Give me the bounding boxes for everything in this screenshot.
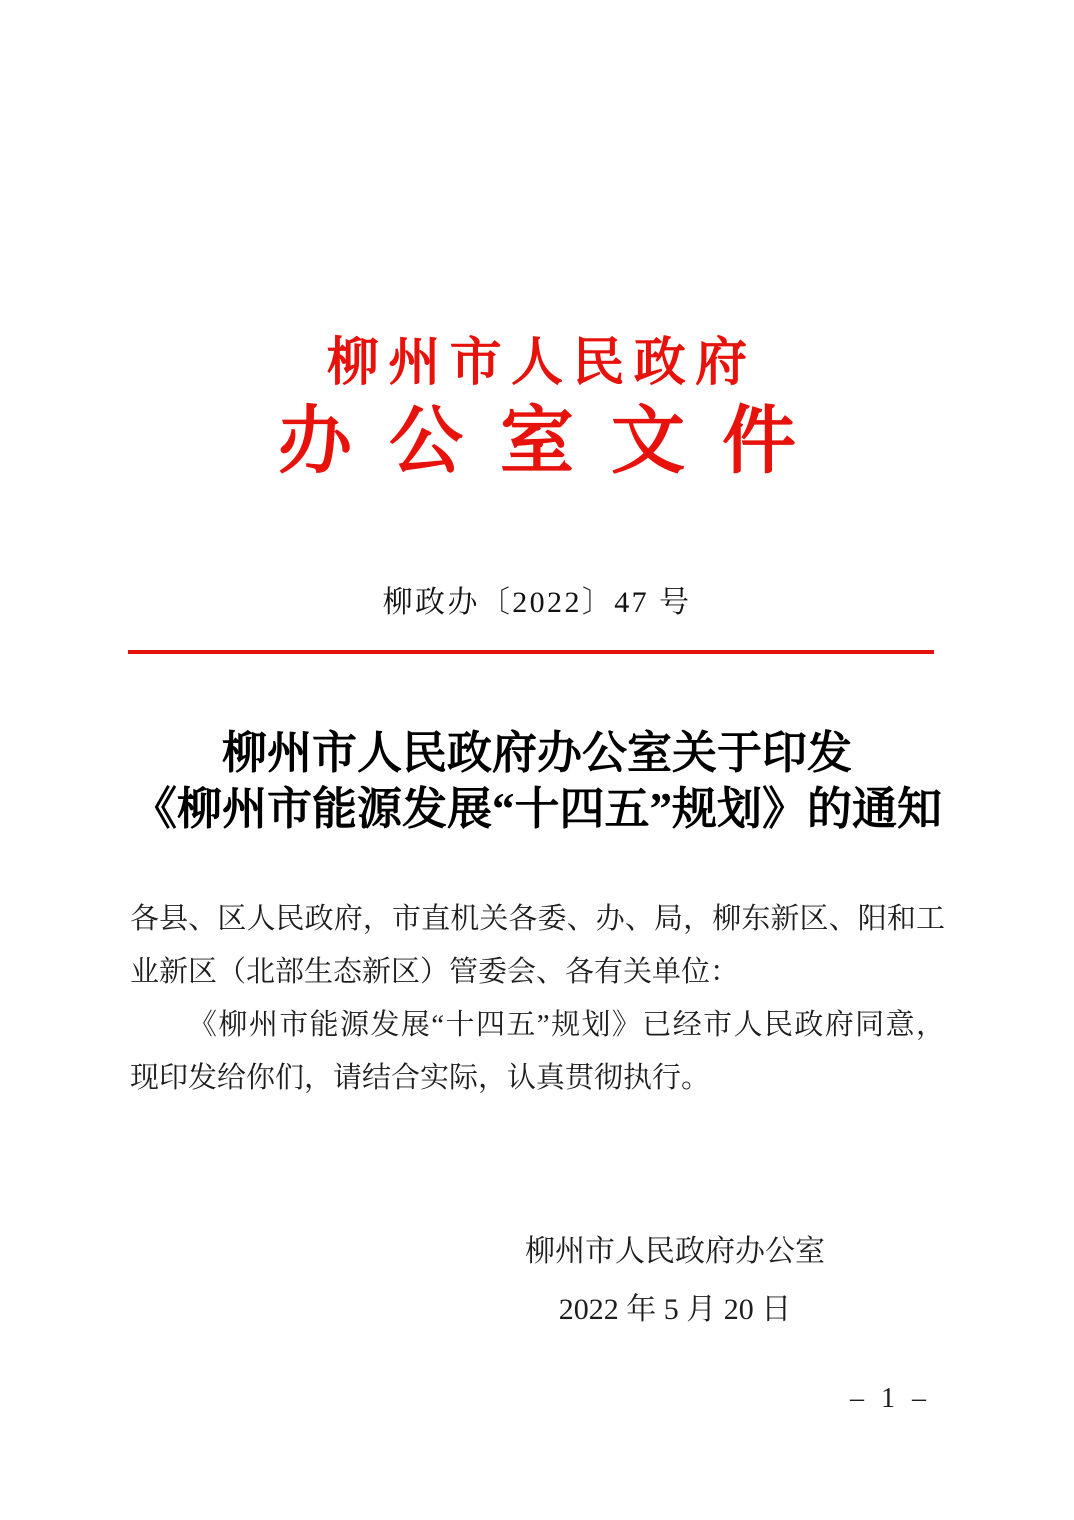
document-body xyxy=(130,893,945,1105)
recipients-line-2: 业新区（北部生态新区）管委会、各有关单位： xyxy=(130,956,740,988)
red-divider-line xyxy=(128,650,934,654)
signature-date: 2022 年 5 月 20 日 xyxy=(558,1293,792,1326)
signature-block xyxy=(375,1223,975,1339)
body-paragraph-line-1: 《柳州市能源发展“十四五”规划》已经市人民政府同意， xyxy=(188,1009,945,1041)
document-reference-number: 柳政办〔2022〕47 号 xyxy=(382,586,692,619)
signature-office-name: 柳州市人民政府办公室 xyxy=(525,1235,825,1268)
page-number: – 1 – xyxy=(850,1383,931,1414)
document-type-label: 办公室文件 xyxy=(278,401,833,483)
recipients-line-1: 各县、区人民政府，市直机关各委、办、局，柳东新区、阳和工 xyxy=(130,903,945,935)
body-paragraph-line-2: 现印发给你们，请结合实际，认真贯彻执行。 xyxy=(130,1062,711,1094)
document-title-line-2: 《柳州市能源发展“十四五”规划》的通知 xyxy=(131,784,942,834)
document-title xyxy=(0,725,1074,837)
issuing-authority-name: 柳州市人民政府 xyxy=(326,335,757,392)
document-title-line-1: 柳州市人民政府办公室关于印发 xyxy=(221,728,852,778)
